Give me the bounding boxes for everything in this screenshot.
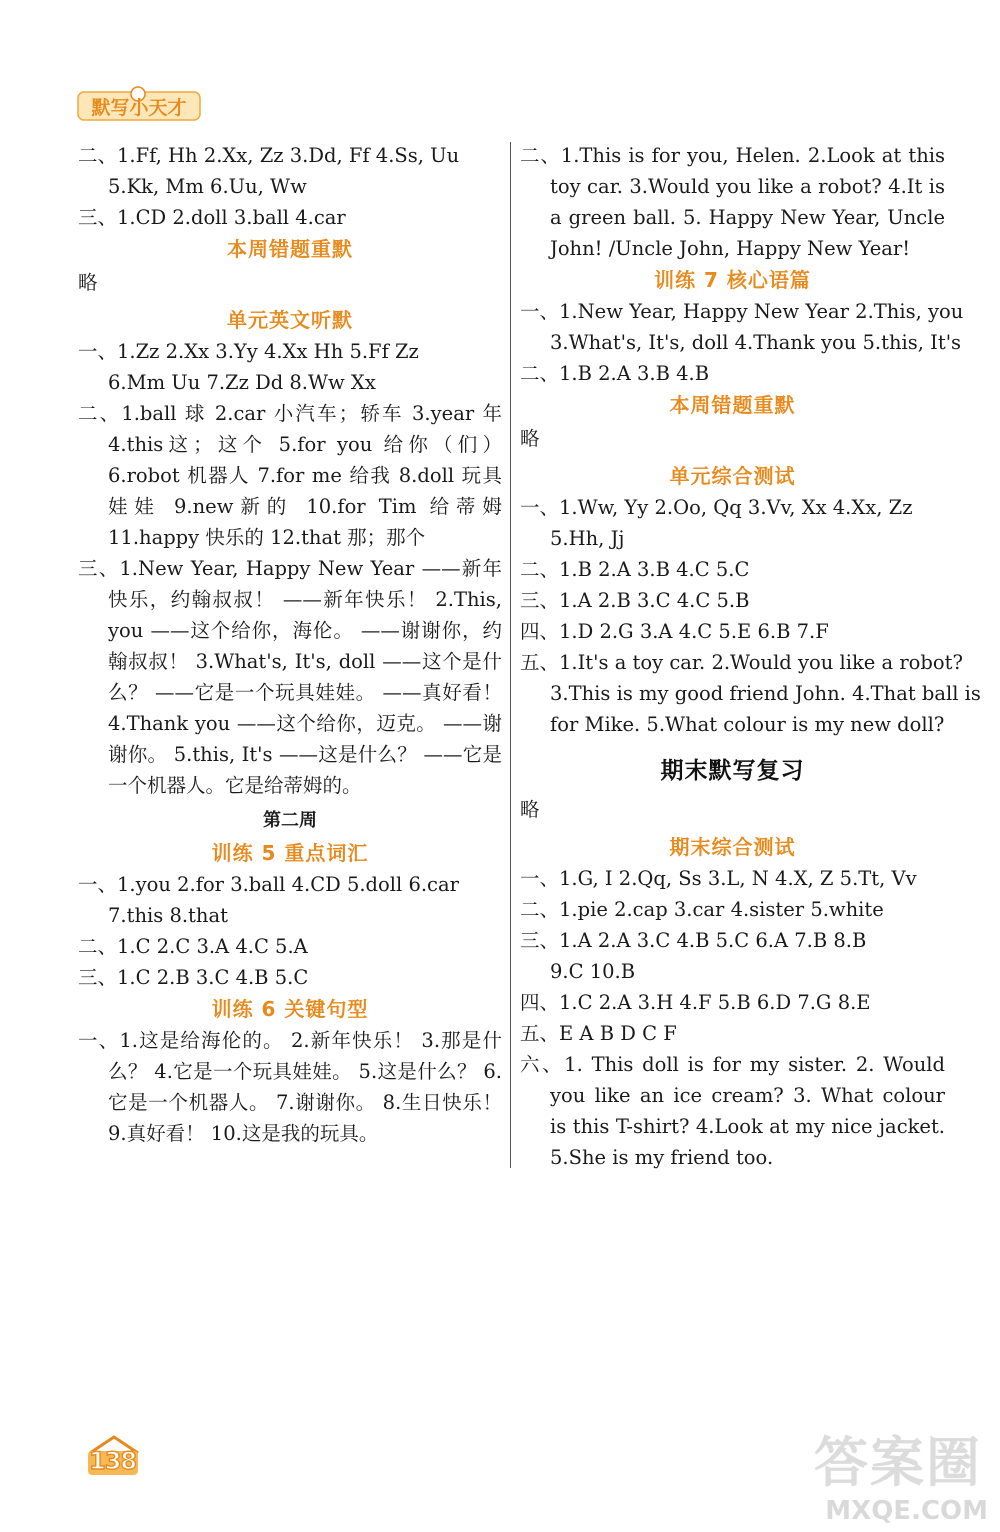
answer-line: 三、1.CD 2.doll 3.ball 4.car	[78, 206, 346, 229]
answer-paragraph: 六、1. This doll is for my sister. 2. Would you like an ice cream? 3. What colour is this T-shirt? 4.Look at my nice jacket. 5.She is my friend too.	[520, 1053, 945, 1169]
answer-line: 5.Kk, Mm 6.Uu, Ww	[108, 175, 307, 198]
answer-paragraph: 二、1.ball 球 2.car 小汽车；轿车 3.year 年 4.this这；这个 5.for you 给你（们） 6.robot 机器人 7.for me 给我 8.doll 玩具娃娃 9.new新的 10.for Tim 给蒂姆 11.happy 快乐的 12.that 那；那个	[78, 402, 502, 549]
section-heading: 训练 7 核心语篇	[654, 268, 811, 292]
watermark-url: MXQE.COM	[825, 1496, 988, 1526]
page-number: 138	[89, 1447, 137, 1475]
answer-line: 5.Hh, Jj	[550, 527, 625, 550]
answer-line: 一、1.G, I 2.Qq, Ss 3.L, N 4.X, Z 5.Tt, Vv	[520, 867, 917, 890]
answer-line: 6.Mm Uu 7.Zz Dd 8.Ww Xx	[108, 371, 376, 394]
answer-line: 二、1.pie 2.cap 3.car 4.sister 5.white	[520, 898, 884, 921]
answer-paragraph: 三、1.New Year, Happy New Year ——新年快乐，约翰叔叔！ ——新年快乐！ 2.This, you ——这个给你，海伦。 ——谢谢你，约翰叔叔！ 3.What's, It's, doll ——这个是什么？ ——它是一个玩具娃娃。 ——真好看！ 4.Thank you ——这个给你，迈克。 ——谢谢你。 5.this, It's ——这是什么？ ——它是一个机器人。它是给蒂姆的。	[78, 557, 502, 797]
answer-line: 7.this 8.that	[108, 904, 228, 927]
answer-line: 3.This is my good friend John. 4.That ball is	[550, 682, 981, 705]
omitted-note: 略	[78, 271, 98, 294]
review-title: 期末默写复习	[660, 758, 805, 784]
section-heading: 本周错题重默	[669, 393, 796, 417]
answer-line: 一、1.New Year, Happy New Year 2.This, you	[520, 300, 964, 323]
answer-line: 一、1.you 2.for 3.ball 4.CD 5.doll 6.car	[78, 873, 459, 896]
section-heading: 训练 5 重点词汇	[211, 841, 369, 865]
right-column	[520, 140, 981, 1173]
omitted-note: 略	[520, 798, 540, 821]
logo-text: 默写小天才	[91, 97, 187, 119]
answer-line: for Mike. 5.What colour is my new doll?	[550, 713, 945, 736]
book-logo	[76, 84, 202, 124]
answer-line: 二、1.Ff, Hh 2.Xx, Zz 3.Dd, Ff 4.Ss, Uu	[78, 144, 460, 167]
answer-line: 五、1.It's a toy car. 2.Would you like a robot?	[520, 651, 963, 674]
answer-line: 三、1.A 2.A 3.C 4.B 5.C 6.A 7.B 8.B	[520, 929, 867, 952]
answer-line: 四、1.D 2.G 3.A 4.C 5.E 6.B 7.F	[520, 620, 829, 643]
answer-line: 9.C 10.B	[550, 960, 636, 983]
section-heading: 本周错题重默	[227, 237, 353, 261]
answer-line: 二、1.C 2.C 3.A 4.C 5.A	[78, 935, 308, 958]
answer-line: 四、1.C 2.A 3.H 4.F 5.B 6.D 7.G 8.E	[520, 991, 871, 1014]
section-heading: 单元综合测试	[669, 464, 796, 488]
week-heading: 第二周	[263, 810, 317, 831]
answer-line: 五、E A B D C F	[520, 1022, 677, 1045]
answer-line: 三、1.C 2.B 3.C 4.B 5.C	[78, 966, 309, 989]
answer-line: 二、1.B 2.A 3.B 4.C 5.C	[520, 558, 750, 581]
answer-line: 3.What's, It's, doll 4.Thank you 5.this, It's	[550, 331, 962, 354]
answer-line: 一、1.Ww, Yy 2.Oo, Qq 3.Vv, Xx 4.Xx, Zz	[520, 496, 913, 519]
page-number-badge	[86, 1435, 142, 1477]
left-column	[78, 140, 502, 1149]
watermark-logo-text: 答案圈	[814, 1431, 982, 1494]
answer-line: 二、1.B 2.A 3.B 4.B	[520, 362, 710, 385]
answer-paragraph: 二、1.This is for you, Helen. 2.Look at this toy car. 3.Would you like a robot? 4.It is a green ball. 5. Happy New Year, Uncle John! /Uncle John, Happy New Year!	[520, 144, 945, 260]
watermark	[802, 1416, 992, 1526]
section-heading: 训练 6 关键句型	[211, 997, 369, 1021]
answer-line: 三、1.A 2.B 3.C 4.C 5.B	[520, 589, 750, 612]
answer-line: 一、1.Zz 2.Xx 3.Yy 4.Xx Hh 5.Ff Zz	[78, 340, 419, 363]
column-divider	[510, 142, 511, 1168]
section-heading: 期末综合测试	[669, 835, 796, 859]
omitted-note: 略	[520, 427, 540, 450]
answer-paragraph: 一、1.这是给海伦的。 2.新年快乐！ 3.那是什么？ 4.它是一个玩具娃娃。 5.这是什么？ 6.它是一个机器人。 7.谢谢你。 8.生日快乐！ 9.真好看！ 10.这是我的玩具。	[78, 1029, 502, 1145]
section-heading: 单元英文听默	[227, 308, 353, 332]
